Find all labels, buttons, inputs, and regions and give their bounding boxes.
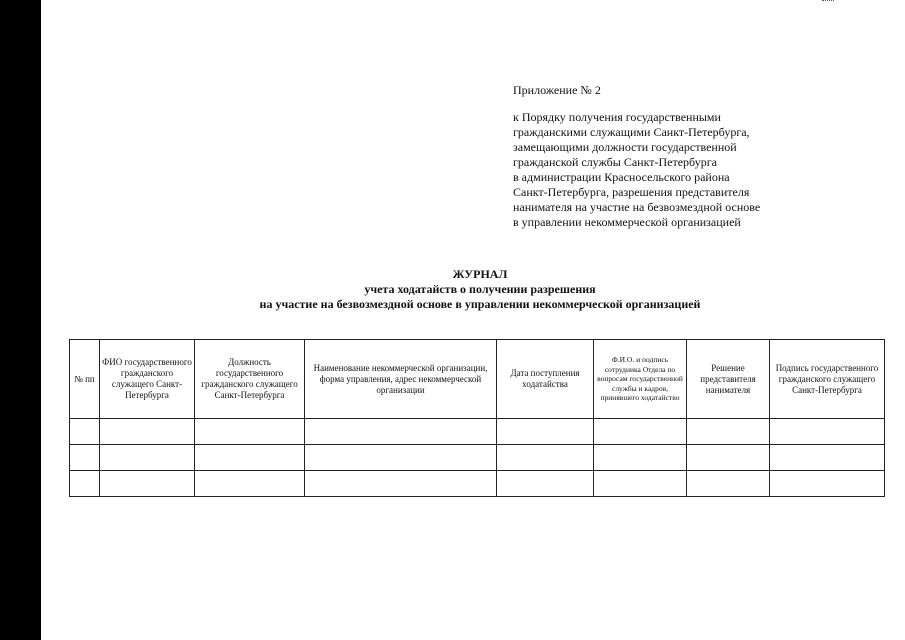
column-header-organization: Наименование некоммерческой организации, форма управления, адрес некоммерческой организации [305,340,497,419]
column-header-decision: Решение представителя нанимателя [687,340,770,419]
appendix-line: гражданской службы Санкт-Петербурга [513,155,717,169]
scan-edge-bar [0,0,41,640]
table-cell[interactable] [100,445,195,471]
scan-mark [822,0,834,5]
table-cell[interactable] [770,445,885,471]
table-cell[interactable] [594,419,687,445]
table-cell[interactable] [770,419,885,445]
table-cell[interactable] [687,419,770,445]
column-header-full-name: ФИО государственного гражданского служащего Санкт-Петербурга [100,340,195,419]
table-cell[interactable] [70,445,100,471]
journal-heading [150,267,810,312]
appendix-line: замещающими должности государственной [513,140,737,154]
journal-subtitle-line2: на участие на безвозмездной основе в управлении некоммерческой организацией [259,297,701,311]
journal-table [69,339,885,497]
appendix-line: в управлении некоммерческой организацией [513,215,741,229]
table-cell[interactable] [195,445,305,471]
table-cell[interactable] [687,471,770,497]
table-row [70,471,885,497]
table-cell[interactable] [195,471,305,497]
appendix-line: к Порядку получения государственными [513,110,721,124]
column-header-number: № пп [70,340,100,419]
journal-subtitle-line1: учета ходатайств о получении разрешения [364,282,596,296]
appendix-line: в администрации Красносельского района [513,170,730,184]
column-header-signature: Подпись государственного гражданского служащего Санкт-Петербурга [770,340,885,419]
table-cell[interactable] [497,471,594,497]
table-cell[interactable] [305,471,497,497]
table-header-row [70,340,885,419]
appendix-line: гражданскими служащими Санкт-Петербурга, [513,125,750,139]
table-cell[interactable] [305,445,497,471]
table-cell[interactable] [497,445,594,471]
table-row [70,419,885,445]
table-cell[interactable] [100,419,195,445]
journal-title: ЖУРНАЛ [452,267,508,281]
table-cell[interactable] [100,471,195,497]
table-cell[interactable] [594,471,687,497]
table-cell[interactable] [305,419,497,445]
table-cell[interactable] [594,445,687,471]
table-cell[interactable] [497,419,594,445]
column-header-position: Должность государственного гражданского служащего Санкт-Петербурга [195,340,305,419]
appendix-title: Приложение № 2 [513,83,601,97]
appendix-line: нанимателя на участие на безвозмездной основе [513,200,761,214]
column-header-date-received: Дата поступления ходатайства [497,340,594,419]
column-header-accepted-by: Ф.И.О. и подпись сотрудника Отдела по вопросам государственной службы и кадров, принявшего ходатайство [594,340,687,419]
table-cell[interactable] [770,471,885,497]
appendix-block [513,83,873,230]
appendix-line: Санкт-Петербурга, разрешения представителя [513,185,750,199]
table-cell[interactable] [70,471,100,497]
table-row [70,445,885,471]
table-cell[interactable] [195,419,305,445]
table-cell[interactable] [687,445,770,471]
table-cell[interactable] [70,419,100,445]
